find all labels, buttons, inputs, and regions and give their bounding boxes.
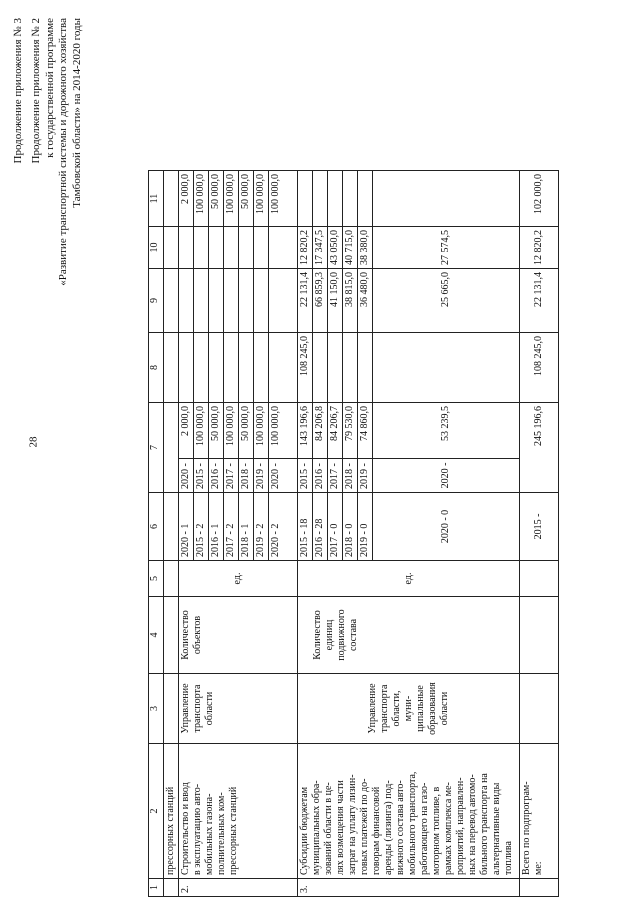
total-value: 108 245,0	[520, 333, 559, 403]
cell-value: 22 131,4	[298, 269, 313, 333]
col-header: 4	[149, 597, 164, 674]
cell-number: 2.	[179, 879, 298, 897]
total-value: 22 131,4	[520, 269, 559, 333]
cell-value: 38 380,0	[358, 227, 373, 269]
cell-target: 2018 - 1	[239, 493, 254, 561]
cell-unit: ед.	[298, 561, 520, 597]
cell-executor: Управление транспорта области	[179, 674, 298, 744]
cell-value	[328, 333, 343, 403]
cell-target: 2020 - 0	[373, 493, 520, 561]
cell-value: 100 000,0	[254, 171, 269, 227]
cell-target: 2019 - 0	[358, 493, 373, 561]
cell-name: прессорных станций	[164, 744, 179, 879]
cell-value: 43 050,0	[328, 227, 343, 269]
cell-year: 2017 -	[328, 459, 343, 493]
header-line-1: Продолжение приложения № 3	[12, 18, 24, 164]
cell-value: 50 000,0	[239, 171, 254, 227]
cell-number: 3.	[298, 879, 520, 897]
table-row	[298, 171, 313, 897]
cell-name: Строительство и ввод в эксплуатацию авто- мобильных газона- полнительных ком- прессорных станций	[179, 744, 298, 879]
cell-value: 41 150,0	[328, 269, 343, 333]
page-number: 28	[27, 436, 40, 448]
cell-amount: 84 206,7	[328, 403, 343, 459]
column-number-row	[149, 171, 164, 897]
cell-value	[358, 333, 373, 403]
cell-year: 2020 -	[179, 459, 194, 493]
col-header: 9	[149, 269, 164, 333]
appendix-header	[12, 18, 84, 538]
cell-value: 40 715,0	[343, 227, 358, 269]
cell-value: 38 815,0	[343, 269, 358, 333]
cell-unit: ед.	[179, 561, 298, 597]
total-amount: 245 196,6	[520, 403, 559, 493]
cell-target: 2017 - 0	[328, 493, 343, 561]
cell-target: 2016 - 28	[313, 493, 328, 561]
cell-value	[373, 333, 520, 403]
cell-target: 2015 - 18	[298, 493, 313, 561]
cell-target: 2016 - 1	[209, 493, 224, 561]
cell-year: 2019 -	[254, 459, 269, 493]
col-header: 6	[149, 493, 164, 561]
total-row	[520, 171, 559, 897]
cell-name: Субсидии бюджетам муниципальных обра- зований области в це- лях возмещения части затрат на уплату лизин- говых платежей по до- говорам финансовой аренды (лизинга) под- вижного состава авто- мобильного транспорта, работающего на газо- моторном топливе, в рамках комплекса ме- роприятий, направлен- ных на перевод автомо- бильного транспорта на альтернативные виды топлива	[298, 744, 520, 879]
cell-amount: 50 000,0	[209, 403, 224, 459]
cell-value: 50 000,0	[209, 171, 224, 227]
cell-year: 2017 -	[224, 459, 239, 493]
cell-year: 2018 -	[343, 459, 358, 493]
total-value: 12 820,2	[520, 227, 559, 269]
cell-value: 100 000,0	[269, 171, 298, 227]
cell-value: 108 245,0	[298, 333, 313, 403]
cell-indicator: Количество объектов	[179, 597, 298, 674]
cell-year: 2016 -	[313, 459, 328, 493]
cell-amount: 143 196,6	[298, 403, 313, 459]
cell-value: 25 665,0	[373, 269, 520, 333]
cell-amount: 100 000,0	[269, 403, 298, 459]
col-header: 3	[149, 674, 164, 744]
cell-amount: 84 206,8	[313, 403, 328, 459]
cell-value: 36 480,0	[358, 269, 373, 333]
header-line-3: к государственной программе	[43, 18, 56, 158]
cell-indicator: Количество единиц подвижного состава	[298, 597, 520, 674]
total-label: Всего по подпрограм- ме:	[520, 744, 559, 879]
cell-amount: 100 000,0	[224, 403, 239, 459]
cell-value	[343, 333, 358, 403]
cell-amount: 79 530,0	[343, 403, 358, 459]
cell-value: 2 000,0	[179, 171, 194, 227]
cell-amount: 74 860,0	[358, 403, 373, 459]
cell-value: 66 859,3	[313, 269, 328, 333]
cell-target: 2020 - 1	[179, 493, 194, 561]
cell-amount: 53 239,5	[373, 403, 520, 459]
cell-executor: Управление транспорта области, муни- ципальные образования области	[298, 674, 520, 744]
cell-value: 17 347,5	[313, 227, 328, 269]
header-line-4: «Развитие транспортной системы и дорожного хозяйства	[57, 18, 70, 286]
total-value: 102 000,0	[520, 171, 559, 227]
cell-value: 27 574,5	[373, 227, 520, 269]
col-header: 11	[149, 171, 164, 227]
cell-target: 2020 - 2	[269, 493, 298, 561]
cell-amount: 50 000,0	[239, 403, 254, 459]
cell-value: 100 000,0	[194, 171, 209, 227]
cell-year: 2015 -	[194, 459, 209, 493]
col-header: 5	[149, 561, 164, 597]
col-header: 2	[149, 744, 164, 879]
table-row	[164, 171, 179, 897]
cell-value: 100 000,0	[224, 171, 239, 227]
cell-year: 2020 -	[269, 459, 298, 493]
col-header: 10	[149, 227, 164, 269]
cell-value	[313, 333, 328, 403]
col-header: 8	[149, 333, 164, 403]
header-line-2: Продолжение приложения № 2	[30, 18, 43, 164]
cell-amount: 100 000,0	[254, 403, 269, 459]
col-header: 1	[149, 879, 164, 897]
cell-year: 2020 -	[373, 459, 520, 493]
table-row	[179, 171, 194, 897]
cell-year: 2018 -	[239, 459, 254, 493]
cell-target: 2017 - 2	[224, 493, 239, 561]
cell-value: 12 820,2	[298, 227, 313, 269]
header-line-5: Тамбовской области» на 2014-2020 годы	[70, 18, 83, 208]
col-header: 7	[149, 403, 164, 493]
cell-target: 2019 - 2	[254, 493, 269, 561]
cell-year: 2015 -	[298, 459, 313, 493]
program-table	[148, 170, 559, 897]
cell-target: 2015 - 2	[194, 493, 209, 561]
cell-amount: 2 000,0	[179, 403, 194, 459]
cell-year: 2016 -	[209, 459, 224, 493]
cell-target: 2018 - 0	[343, 493, 358, 561]
cell-amount: 100 000,0	[194, 403, 209, 459]
cell-year: 2019 -	[358, 459, 373, 493]
total-year: 2015 -	[520, 493, 559, 561]
